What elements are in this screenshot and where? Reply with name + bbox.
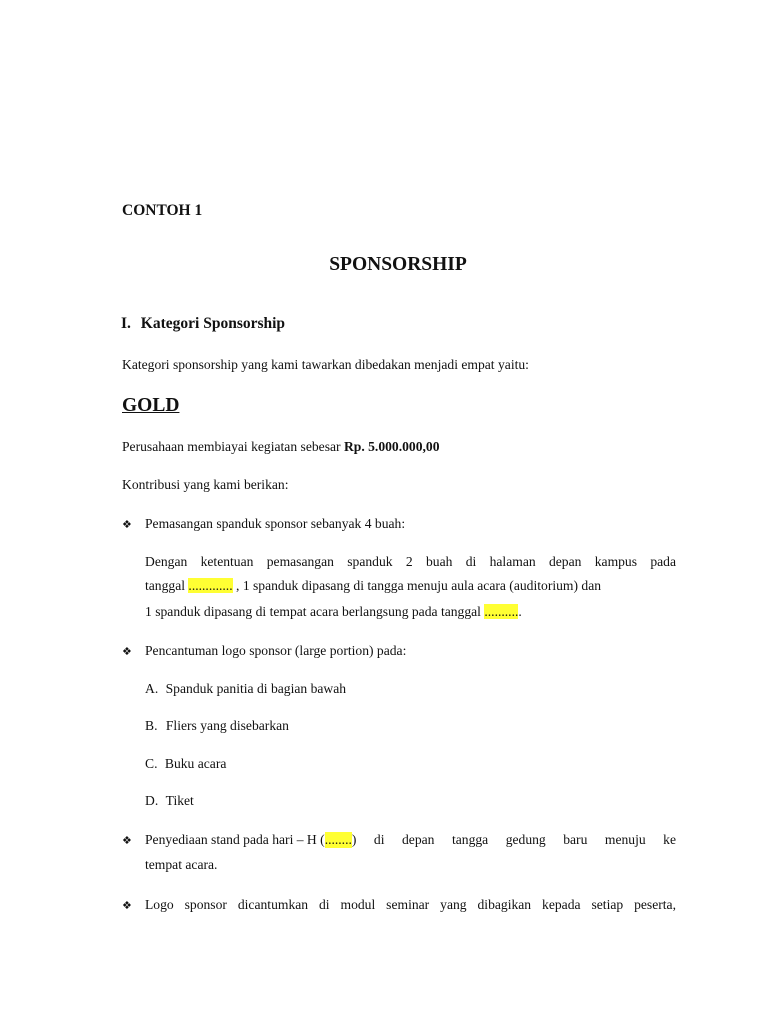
bullet3-line2: tempat acara. (145, 857, 218, 872)
bullet1-para-line3 (145, 604, 522, 620)
list-item-text: Tiket (165, 793, 194, 808)
cost-prefix: Perusahaan membiayai kegiatan sebesar (122, 439, 344, 454)
list-item-letter: C. (145, 756, 158, 771)
list-item-text: Fliers yang disebarkan (165, 718, 289, 733)
bullet4-line1: Logo sponsor dicantumkan di modul seminar yang dibagikan kepada setiap peserta, (145, 897, 676, 912)
example-label: CONTOH 1 (122, 202, 203, 219)
text-fragment: Penyediaan stand pada hari – H ( (145, 832, 325, 847)
bullet-icon: ❖ (122, 834, 132, 847)
section-title: Kategori Sponsorship (140, 315, 286, 332)
bullet1-para-line2 (145, 578, 601, 594)
cost-line (122, 439, 440, 455)
date-blank-highlight: ............. (188, 578, 233, 593)
date-blank-highlight: .......... (484, 604, 519, 619)
list-item (145, 756, 226, 772)
text-fragment: , 1 spanduk dipasang di tangga menuju aula acara (auditorium) dan (236, 578, 602, 593)
list-item-letter: D. (145, 793, 159, 808)
intro-text: Kategori sponsorship yang kami tawarkan dibedakan menjadi empat yaitu: (122, 357, 529, 372)
text-fragment: . (518, 604, 522, 619)
list-item-letter: B. (145, 718, 158, 733)
bullet-icon: ❖ (122, 645, 132, 658)
bullet3-line1 (145, 832, 676, 848)
date-blank-highlight: ........ (324, 832, 352, 847)
gold-heading: GOLD (122, 395, 180, 416)
section-number: I. (121, 315, 131, 332)
list-item (145, 681, 346, 697)
bullet-icon: ❖ (122, 899, 132, 912)
list-item-text: Buku acara (164, 756, 227, 771)
bullet-icon: ❖ (122, 518, 132, 531)
list-item (145, 718, 289, 734)
bullet2-text: Pencantuman logo sponsor (large portion) pada: (145, 643, 407, 658)
document-title: SPONSORSHIP (329, 254, 467, 275)
section-heading (121, 315, 285, 333)
list-item-text: Spanduk panitia di bagian bawah (165, 681, 347, 696)
text-fragment: tanggal (145, 578, 186, 593)
text-fragment: 1 spanduk dipasang di tempat acara berlangsung pada tanggal (145, 604, 481, 619)
contribution-label: Kontribusi yang kami berikan: (122, 477, 289, 492)
cost-amount: Rp. 5.000.000,00 (343, 439, 440, 454)
list-item (145, 793, 194, 809)
list-item-letter: A. (145, 681, 159, 696)
bullet1-para-line1: Dengan ketentuan pemasangan spanduk 2 buah di halaman depan kampus pada (145, 554, 676, 569)
bullet1-text: Pemasangan spanduk sponsor sebanyak 4 buah: (145, 516, 406, 531)
text-fragment: ) di depan tangga gedung baru menuju ke (351, 832, 676, 847)
